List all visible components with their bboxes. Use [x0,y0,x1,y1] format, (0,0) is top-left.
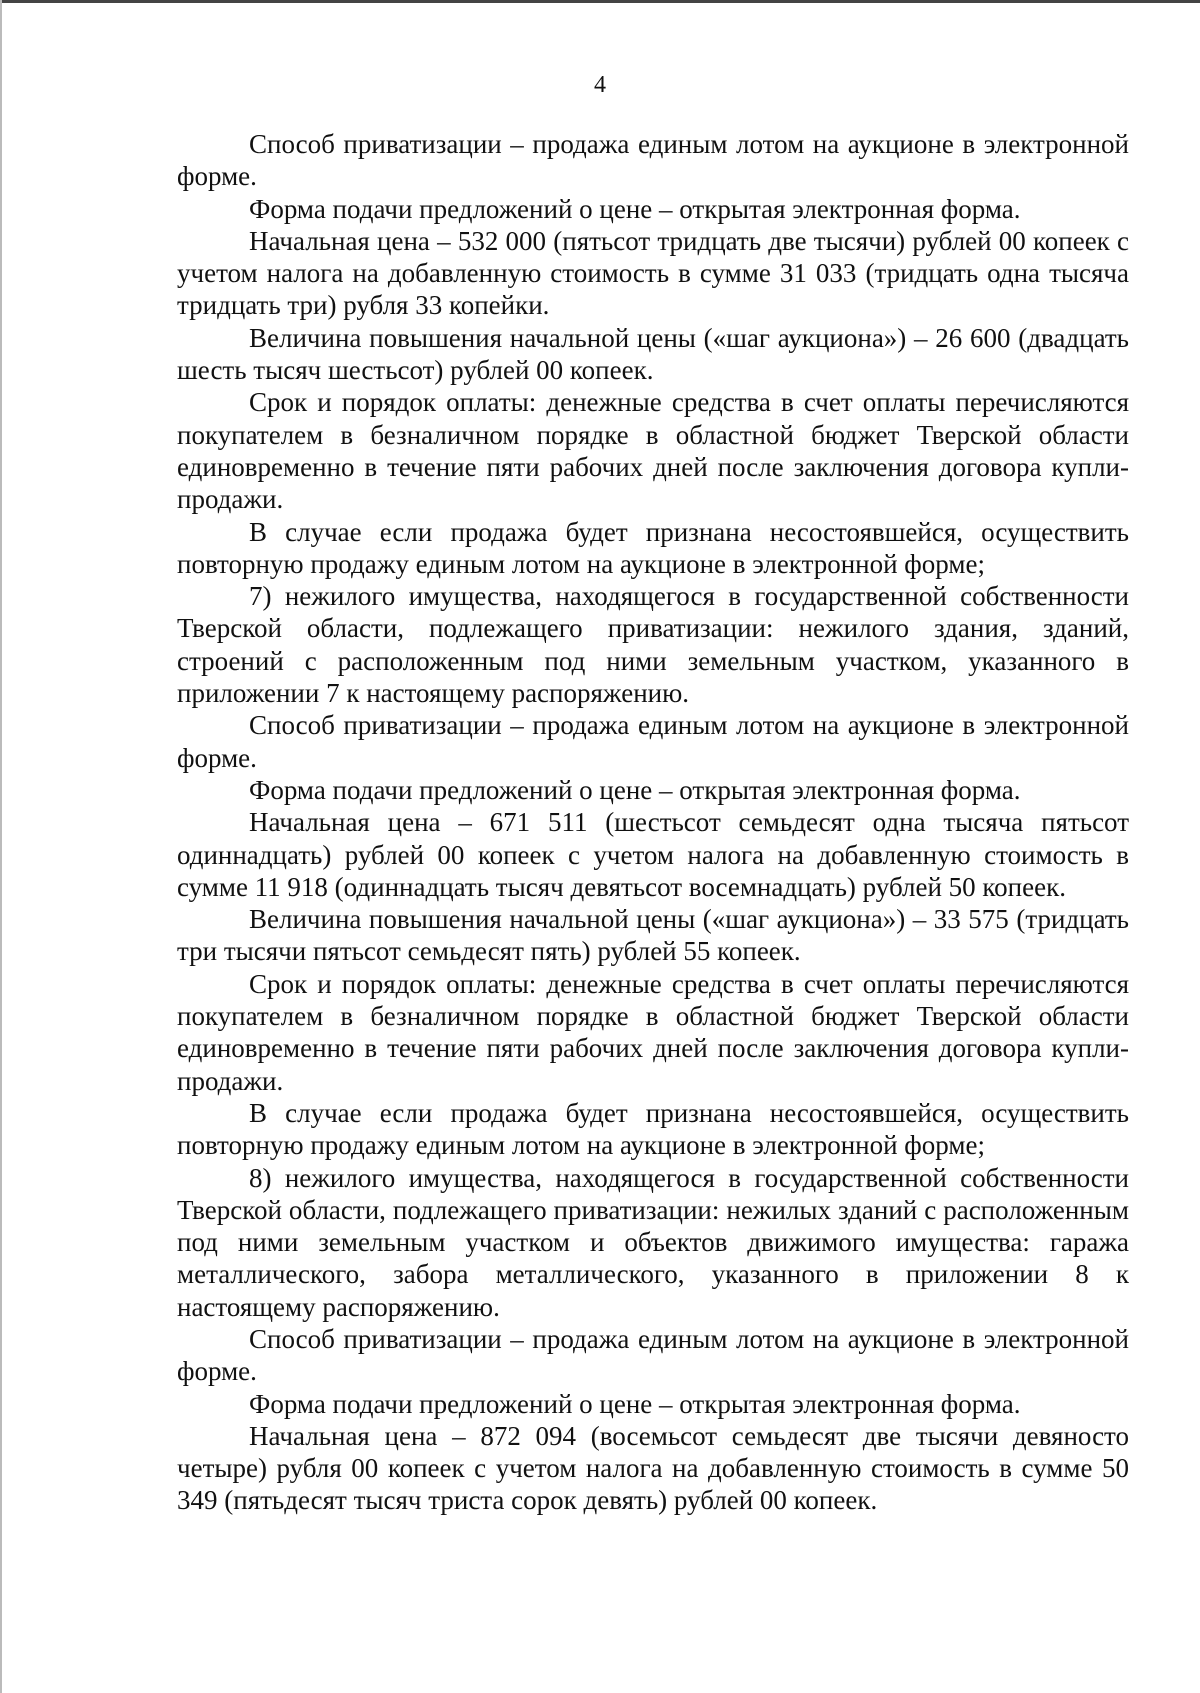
page-top-border [0,0,1200,3]
document-body [177,128,1129,1517]
paragraph-initial-price-8: Начальная цена – 872 094 (восемьсот семьдесят две тысячи девяносто четыре) рубля 00 копеек с учетом налога на добавленную стоимость в сумме 50 349 (пятьдесят тысяч триста сорок девять) рублей 00 копеек. [177,1420,1129,1516]
paragraph-privatization-method-7: Способ приватизации – продажа единым лотом на аукционе в электронной форме. [177,710,1129,773]
paragraph-failed-sale-7: В случае если продажа будет признана несостоявшейся, осуществить повторную продажу единым лотом на аукционе в электронной форме; [177,1097,1129,1161]
paragraph-offer-form-7: Форма подачи предложений о цене – открытая электронная форма. [249,774,1021,805]
paragraph-payment-terms-7: Срок и порядок оплаты: денежные средства в счет оплаты перечисляются покупателем в безналичном порядке в областной бюджет Тверской области единовременно в течение пяти рабочих дней после заключения договора купли-продажи. [177,968,1129,1096]
paragraph-privatization-method-8: Способ приватизации – продажа единым лотом на аукционе в электронной форме. [177,1323,1129,1387]
paragraph-initial-price-6: Начальная цена – 532 000 (пятьсот тридцать две тысячи) рублей 00 копеек с учетом налога на добавленную стоимость в сумме 31 033 (тридцать одна тысяча тридцать три) рубля 33 копейки. [177,225,1129,321]
paragraph-auction-step-7: Величина повышения начальной цены («шаг аукциона») – 33 575 (тридцать три тысячи пятьсот семьдесят пять) рублей 55 копеек. [177,904,1129,967]
paragraph-failed-sale-6: В случае если продажа будет признана несостоявшейся, осуществить повторную продажу единым лотом на аукционе в электронной форме; [177,516,1129,579]
paragraph-offer-form-6: Форма подачи предложений о цене – открытая электронная форма. [249,193,1021,224]
paragraph-initial-price-7: Начальная цена – 671 511 (шестьсот семьдесят одна тысяча пятьсот одиннадцать) рублей 00 копеек с учетом налога на добавленную стоимость в сумме 11 918 (одиннадцать тысяч девятьсот восемнадцать) рублей 50 копеек. [177,807,1129,902]
paragraph-item-8: 8) нежилого имущества, находящегося в государственной собственности Тверской области, подлежащего приватизации: нежилых зданий с расположенным под ними земельным участком и объектов движимого имущества: гаража металлического, забора металлического, указанного в приложении 8 к настоящему распоряжению. [177,1162,1129,1322]
paragraph-auction-step-6: Величина повышения начальной цены («шаг аукциона») – 26 600 (двадцать шесть тысяч шестьсот) рублей 00 копеек. [177,322,1129,386]
page-left-edge [0,0,2,1693]
paragraph-offer-form-8: Форма подачи предложений о цене – открытая электронная форма. [249,1388,1021,1419]
paragraph-item-7: 7) нежилого имущества, находящегося в государственной собственности Тверской области, подлежащего приватизации: нежилого здания, зданий, строений с расположенным под ними земельным участком, указанного в приложении 7 к настоящему распоряжению. [177,581,1129,709]
paragraph-payment-terms-6: Срок и порядок оплаты: денежные средства в счет оплаты перечисляются покупателем в безналичном порядке в областной бюджет Тверской области единовременно в течение пяти рабочих дней после заключения договора купли-продажи. [177,387,1129,515]
paragraph-privatization-method-6: Способ приватизации – продажа единым лотом на аукционе в электронной форме. [177,129,1129,192]
page-number: 4 [594,72,606,98]
